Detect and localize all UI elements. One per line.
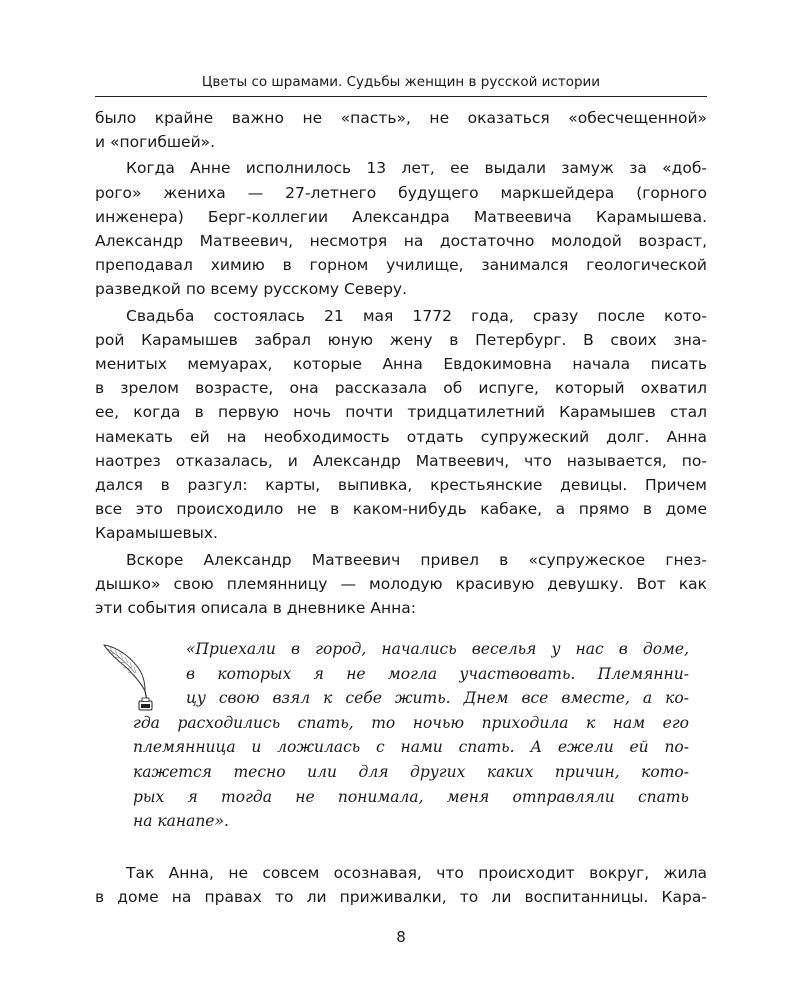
- paragraph: [95, 548, 707, 621]
- text-line: преподавал химию в горном училище, занимался геологической: [95, 256, 707, 275]
- quote-line: рых я тогда не понимала, меня отправляли спать: [133, 787, 689, 806]
- text-line: рой Карамышев забрал юную жену в Петербург. В своих зна-: [95, 330, 707, 349]
- quote-line: в которых я не могла участвовать. Племянни-: [186, 664, 689, 683]
- text-line: Александр Матвеевич, несмотря на достаточно молодой возраст,: [95, 232, 707, 251]
- quote-line: «Приехали в город, начались веселья у нас в доме,: [186, 640, 689, 658]
- quote-line: на канапе».: [133, 812, 229, 831]
- text-line: намекать ей на необходимость отдать супружеский долг. Анна: [95, 427, 707, 446]
- text-line: и «погибшей».: [95, 133, 216, 152]
- paragraph: [95, 304, 707, 546]
- quote-line: кажется тесно или для других каких причин, кото-: [133, 762, 689, 781]
- text-line: эти события описала в дневнике Анна:: [95, 599, 416, 618]
- quote-line: племянница и ложилась с нами спать. А ежели ей по-: [133, 738, 689, 757]
- header-rule: [95, 96, 707, 97]
- text-line: инженера) Берг-коллегии Александра Матвеевича Карамышева.: [95, 207, 707, 226]
- text-line: дался в разгул: карты, выпивка, крестьянские девицы. Причем: [95, 476, 707, 495]
- text-line: Когда Анне исполнилось 13 лет, ее выдали замуж за «доб-: [126, 159, 707, 178]
- quote-line: гда расходились спать, то ночью приходила к нам его: [133, 713, 689, 732]
- paragraph-after-quote: [95, 861, 707, 909]
- text-line: менитых мемуарах, которые Анна Евдокимовна начала писать: [95, 355, 707, 374]
- text-line: в доме на правах то ли приживалки, то ли воспитанницы. Кара-: [95, 888, 707, 907]
- page-number: 8: [396, 928, 406, 946]
- text-line: Так Анна, не совсем осознавая, что происходит вокруг, жила: [126, 864, 707, 882]
- text-line: ее, когда в первую ночь почти тридцатилетний Карамышев стал: [95, 403, 707, 422]
- text-line: все это происходило не в каком-нибудь кабаке, а прямо в доме: [95, 500, 707, 519]
- text-line: Вскоре Александр Матвеевич привел в «супружеское гнез-: [126, 550, 707, 569]
- running-header: Цветы со шрамами. Судьбы женщин в русской истории: [201, 74, 601, 90]
- text-line: рого» жениха — 27-летнего будущего маркшейдера (горного: [95, 183, 707, 202]
- text-line: дышко» свою племянницу — молодую красивую девушку. Вот как: [95, 574, 707, 593]
- text-line: наотрез отказалась, и Александр Матвеевич, что называется, по-: [95, 451, 707, 470]
- text-line: Свадьба состоялась 21 мая 1772 года, сразу после кото-: [126, 306, 707, 325]
- body-text: [95, 106, 707, 620]
- text-line: Карамышевых.: [95, 524, 218, 543]
- text-line: разведкой по всему русскому Северу.: [95, 280, 408, 299]
- text-line: было крайне важно не «пасть», не оказаться «обесчещенной»: [95, 109, 707, 127]
- paragraph: [95, 106, 707, 154]
- quote-line: цу свою взял к себе жить. Днем все вместе, а ко-: [186, 689, 689, 708]
- quote-text: [133, 637, 689, 834]
- paragraph: [95, 156, 707, 301]
- text-line: в зрелом возрасте, она рассказала об испуге, который охватил: [95, 379, 707, 398]
